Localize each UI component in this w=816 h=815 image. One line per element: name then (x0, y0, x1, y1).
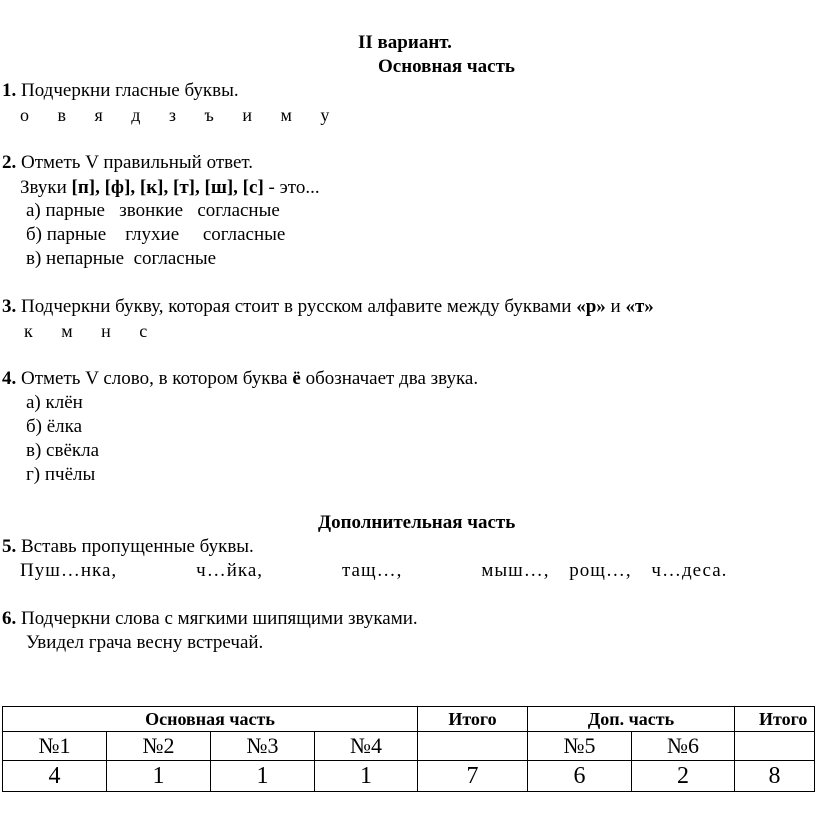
question-number: 2. (2, 152, 17, 173)
q4-option-d: г) пчёлы (26, 464, 96, 485)
value-cell: 8 (735, 761, 815, 792)
question-text: Отметь V слово, в котором буква (21, 368, 288, 389)
value-cell: 1 (211, 761, 315, 792)
question-number: 1. (2, 80, 17, 101)
letter-r: «р» (576, 296, 606, 317)
question-text-end: обозначает два звука. (305, 368, 479, 389)
q2-stem-suffix: - это... (268, 177, 320, 198)
variant-title: II вариант. (358, 32, 452, 53)
main-part-title: Основная часть (378, 56, 515, 77)
q2-sounds: [п], [ф], [к], [т], [ш], [с] (71, 177, 264, 198)
score-values-row (3, 761, 815, 792)
label-cell: №5 (528, 732, 632, 761)
question-text: Вставь пропущенные буквы. (21, 536, 254, 557)
question-number: 6. (2, 608, 17, 629)
value-cell: 6 (528, 761, 632, 792)
letter-t: «т» (625, 296, 654, 317)
q2-option-a: а) парные звонкие согласные (26, 200, 280, 221)
question-number: 3. (2, 296, 17, 317)
label-cell: №1 (3, 732, 107, 761)
score-table (2, 706, 815, 792)
grand-total-header: Итого (735, 707, 815, 732)
label-cell (418, 732, 528, 761)
q6-sentence: Увидел грача весну встречай. (26, 632, 264, 653)
question-3 (2, 296, 654, 318)
q1-letters: о в я д з ъ и м у (20, 105, 342, 125)
score-labels-row (3, 732, 815, 761)
q2-option-c: в) непарные согласные (26, 248, 217, 269)
question-1 (2, 80, 239, 102)
extra-part-header: Доп. часть (528, 707, 735, 732)
q2-stem (20, 177, 320, 199)
q4-option-b: б) ёлка (26, 416, 83, 437)
q4-option-a: а) клён (26, 392, 83, 413)
main-part-header: Основная часть (3, 707, 418, 732)
value-cell: 4 (3, 761, 107, 792)
value-cell: 1 (315, 761, 418, 792)
extra-part-title: Дополнительная часть (318, 512, 516, 533)
label-cell: №4 (315, 732, 418, 761)
q5-words: Пуш…нка, ч…йка, тащ…, мыш…, рощ…, ч…деса. (20, 560, 728, 581)
q2-option-b: б) парные глухие согласные (26, 224, 286, 245)
question-6 (2, 608, 418, 630)
question-5 (2, 536, 254, 558)
conjunction: и (610, 296, 621, 317)
value-cell: 2 (632, 761, 735, 792)
label-cell: №3 (211, 732, 315, 761)
q4-option-c: в) свёкла (26, 440, 100, 461)
letter-yo: ё (292, 368, 301, 389)
q3-letters: к м н с (24, 321, 160, 341)
question-text: Подчеркни слова с мягкими шипящими звуками. (21, 608, 418, 629)
label-cell: №6 (632, 732, 735, 761)
question-number: 4. (2, 368, 17, 389)
value-cell: 1 (107, 761, 211, 792)
question-text: Отметь V правильный ответ. (21, 152, 254, 173)
label-cell (735, 732, 815, 761)
score-header-row (3, 707, 815, 732)
total-header: Итого (418, 707, 528, 732)
question-2 (2, 152, 253, 174)
value-cell: 7 (418, 761, 528, 792)
q2-stem-prefix: Звуки (20, 177, 67, 198)
label-cell: №2 (107, 732, 211, 761)
question-number: 5. (2, 536, 17, 557)
question-text: Подчеркни гласные буквы. (21, 80, 239, 101)
question-4 (2, 368, 478, 390)
question-text: Подчеркни букву, которая стоит в русском алфавите между буквами (21, 296, 572, 317)
